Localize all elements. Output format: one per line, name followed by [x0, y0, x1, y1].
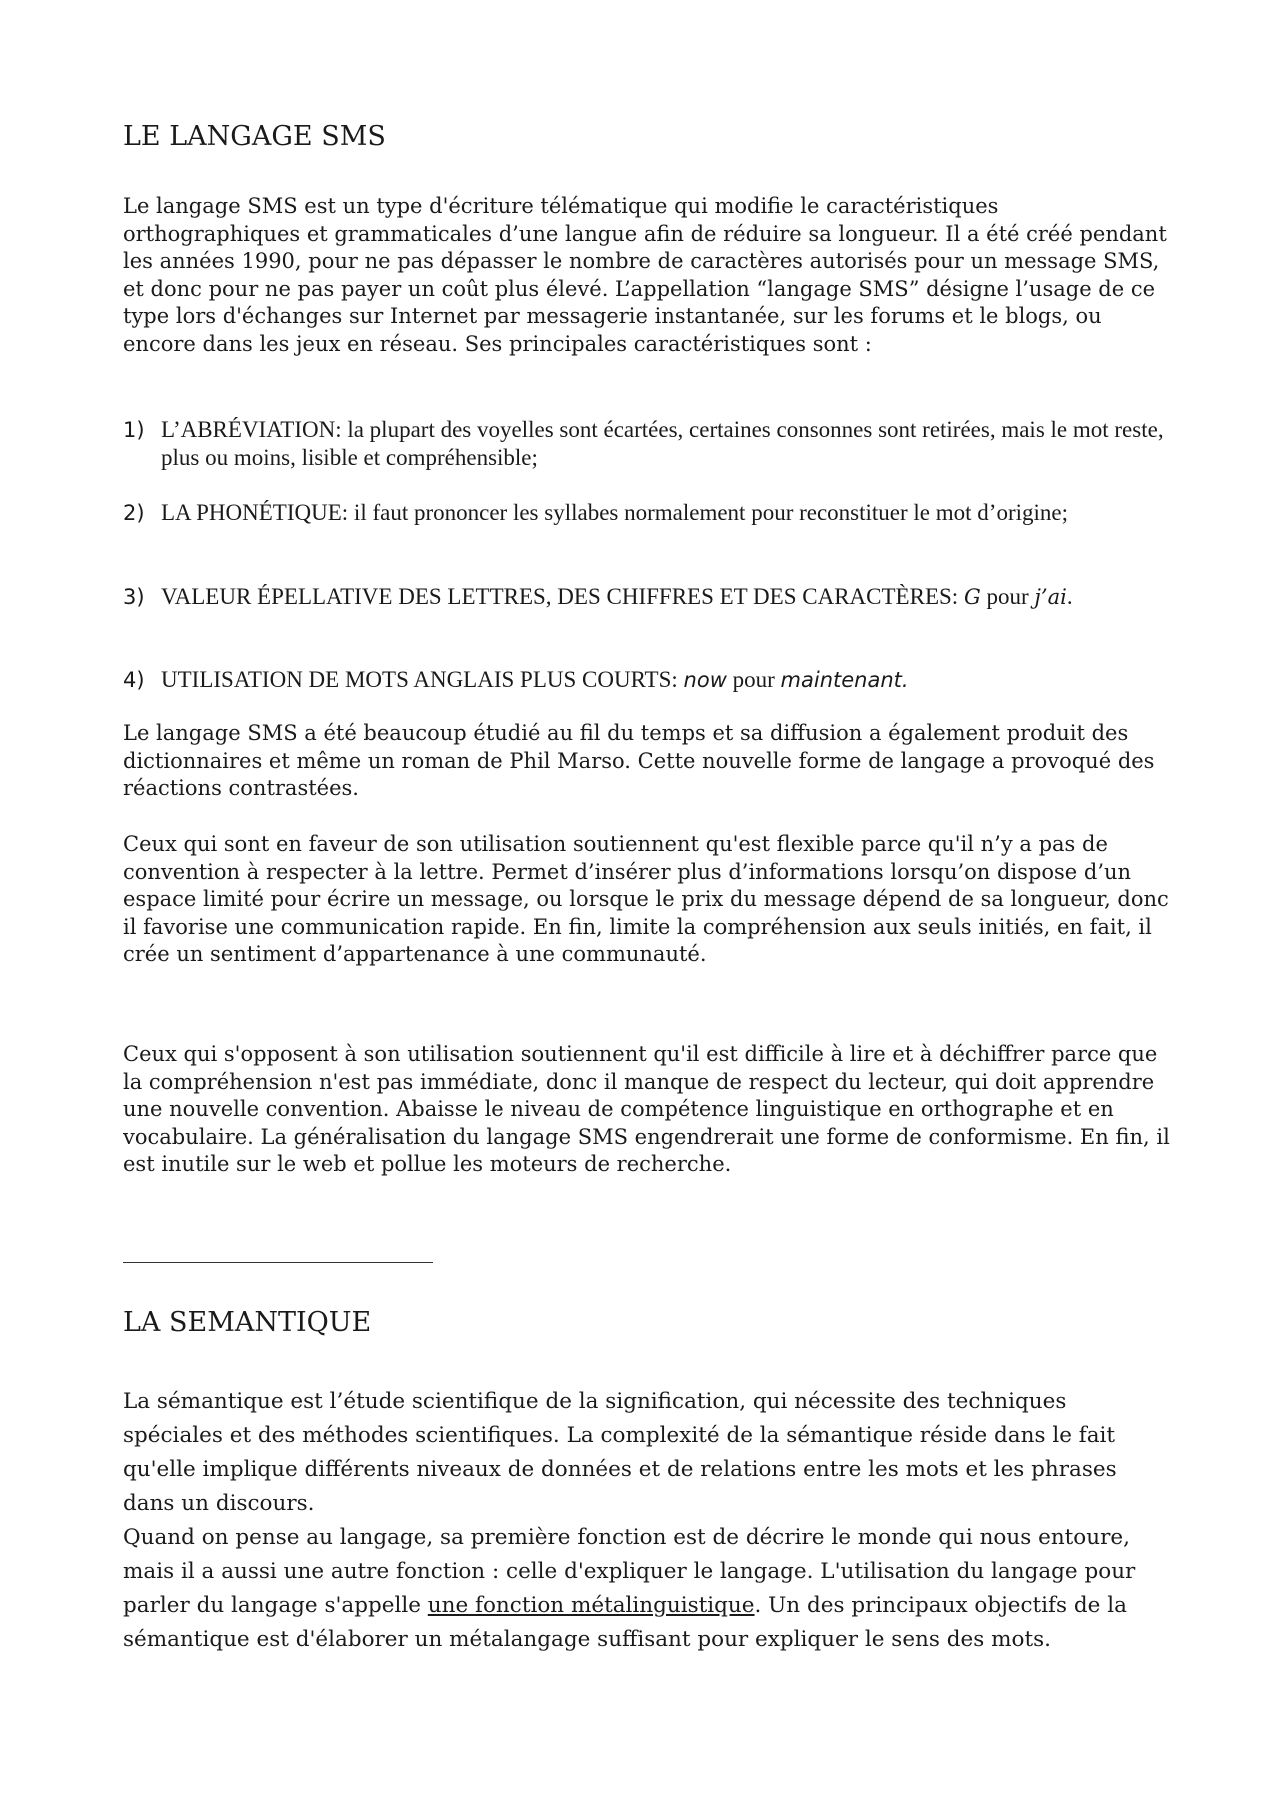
list-text: UTILISATION DE MOTS ANGLAIS PLUS COURTS: now pour maintenant. [161, 667, 909, 692]
list-number: 3) [123, 585, 145, 609]
list-number: 4) [123, 668, 145, 692]
semantique-paragraph-1: La sémantique est l’étude scientifique de la signification, qui nécessite des techniques spéciales et des méthodes scientifiques. La complexité de la sémantique réside dans le fait qu'elle implique différents niveaux de données et de relations entre les mots et les phrases dans un discours. [123, 1389, 1117, 1516]
section-title-semantique: LA SEMANTIQUE [123, 1307, 372, 1338]
list-text: LA PHONÉTIQUE: il faut prononcer les syllabes normalement pour reconstituer le mot d’origine; [161, 500, 1068, 525]
paragraph-study: Le langage SMS a été beaucoup étudié au fil du temps et sa diffusion a également produit des dictionnaires et même un roman de Phil Marso. Cette nouvelle forme de langage a provoqué des réactions contrastées. [123, 721, 1155, 800]
list-text: L’ABRÉVIATION: la plupart des voyelles sont écartées, certaines consonnes sont retirées, mais le mot reste, plus ou moins, lisible et compréhensible; [161, 417, 1164, 470]
paragraph-oppose: Ceux qui s'opposent à son utilisation soutiennent qu'il est difficile à lire et à déchiffrer parce que la compréhension n'est pas immédiate, donc il manque de respect du lecteur, qui doit apprendre une nouvelle convention. Abaisse le niveau de compétence linguistique en orthographe et en vocabulaire. La généralisation du langage SMS engendrerait une forme de conformisme. En fin, il est inutile sur le web et pollue les moteurs de recherche. [123, 1042, 1170, 1176]
section-title-sms: LE LANGAGE SMS [123, 121, 386, 152]
semantique-paragraph-2: Quand on pense au langage, sa première fonction est de décrire le monde qui nous entoure, mais il a aussi une autre fonction : celle d'expliquer le langage. L'utilisation du langage pour parler du langage s'appelle une fonction métalinguistique. Un des principaux objectifs de la sémantique est d'élaborer un métalangage suffisant pour expliquer le sens des mots. [123, 1525, 1136, 1652]
list-text: VALEUR ÉPELLATIVE DES LETTRES, DES CHIFFRES ET DES CARACTÈRES: G pour j’ai. [161, 584, 1073, 609]
separator-line [123, 1262, 433, 1263]
list-number: 1) [123, 418, 145, 442]
intro-paragraph: Le langage SMS est un type d'écriture télématique qui modifie le caractéristiques orthographiques et grammaticales d’une langue afin de réduire sa longueur. Il a été créé pendant les années 1990, pour ne pas dépasser le nombre de caractères autorisés pour un message SMS, et donc pour ne pas payer un coût plus élevé. L’appellation “langage SMS” désigne l’usage de ce type lors d'échanges sur Internet par messagerie instantanée, sur les forums et le blogs, ou encore dans les jeux en réseau. Ses principales caractéristiques sont : [123, 194, 1167, 356]
list-number: 2) [123, 501, 145, 525]
metalinguistic-term: une fonction métalinguistique [427, 1593, 755, 1618]
paragraph-favour: Ceux qui sont en faveur de son utilisation soutiennent qu'est flexible parce qu'il n’y a pas de convention à respecter à la lettre. Permet d’insérer plus d’informations lorsqu’on dispose d’un espace limité pour écrire un message, ou lorsque le prix du message dépend de sa longueur, donc il favorise une communication rapide. En fin, limite la compréhension aux seuls initiés, en fait, il crée un sentiment d’appartenance à une communauté. [123, 832, 1169, 966]
